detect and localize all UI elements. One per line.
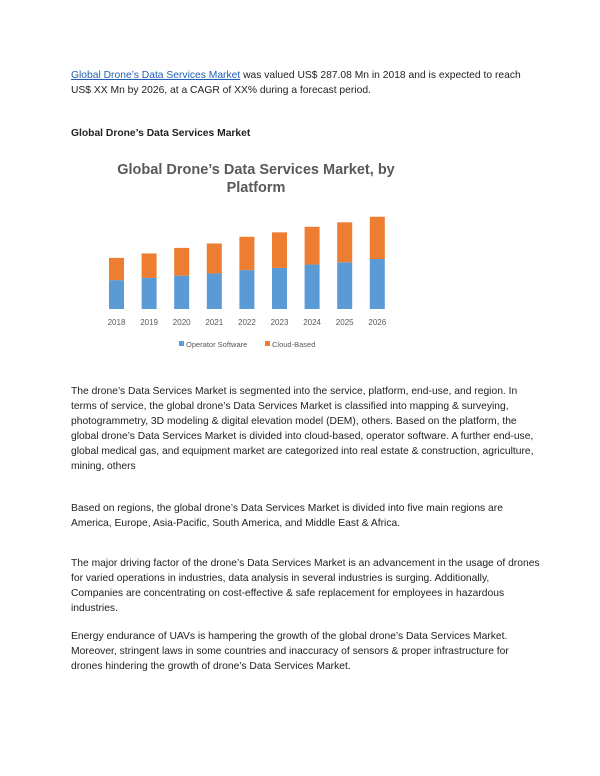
section-heading: Global Drone’s Data Services Market	[71, 128, 251, 139]
paragraph-restraints: Energy endurance of UAVs is hampering the growth of the global drone’s Data Services Market. Moreover, stringent laws in some countries and inaccuracy of sensors & proper infrastructure for drones hindering the growth of drone’s Data Services Market.	[71, 631, 509, 672]
bar-operator-software-2021	[207, 273, 222, 309]
bar-cloud-based-2020	[174, 248, 189, 276]
bar-cloud-based-2025	[337, 222, 352, 262]
chart-title-line-2: Platform	[226, 180, 286, 196]
bar-operator-software-2024	[305, 265, 320, 309]
x-tick-label-2025: 2025	[335, 318, 354, 327]
bar-operator-software-2018	[109, 280, 124, 309]
chart-x-ticks	[108, 318, 387, 327]
paragraph-segmentation: The drone’s Data Services Market is segmented into the service, platform, end-use, and region. In terms of service, the global drone’s Data Services Market is classified into mapping & surveying, photogrammetry, 3D modeling & digital elevation model (DEM), others. Based on the platform, the global drone’s Data Services Market is divided into cloud-based, operator software. A further end-use, global medical gas, and equipment market are categorized into real estate & construction, agriculture, mining, others	[71, 386, 534, 472]
x-tick-label-2023: 2023	[270, 318, 289, 327]
chart-legend	[179, 340, 315, 349]
bar-cloud-based-2023	[272, 232, 287, 268]
legend-swatch-operator-software	[179, 341, 184, 346]
bar-operator-software-2020	[174, 276, 189, 309]
x-tick-label-2022: 2022	[238, 318, 256, 327]
x-tick-label-2019: 2019	[140, 318, 158, 327]
x-tick-label-2026: 2026	[368, 318, 387, 327]
bar-operator-software-2022	[239, 270, 254, 309]
bar-operator-software-2025	[337, 262, 352, 309]
chart-title-line-1: Global Drone’s Data Services Market, by	[117, 162, 395, 178]
paragraph-regions: Based on regions, the global drone’s Data Services Market is divided into five main regions are America, Europe, Asia-Pacific, South America, and Middle East & Africa.	[71, 503, 503, 529]
intro-text: was valued US$ 287.08 Mn in 2018 and is expected to reach US$ XX Mn by 2026, at a CAGR of XX% during a forecast period.	[71, 70, 521, 96]
market-link[interactable]: Global Drone’s Data Services Market	[71, 70, 241, 81]
x-tick-label-2020: 2020	[172, 318, 191, 327]
bar-cloud-based-2022	[239, 237, 254, 270]
x-tick-label-2018: 2018	[107, 318, 126, 327]
bar-operator-software-2026	[370, 259, 385, 309]
bar-cloud-based-2019	[142, 253, 157, 277]
legend-label-operator-software: Operator Software	[186, 340, 248, 349]
bar-cloud-based-2021	[207, 243, 222, 273]
bar-operator-software-2019	[142, 278, 157, 309]
legend-swatch-cloud-based	[265, 341, 270, 346]
legend-label-cloud-based: Cloud-Based	[272, 340, 316, 349]
platform-bar-chart	[91, 150, 411, 360]
bar-cloud-based-2026	[370, 217, 385, 259]
chart-bars	[109, 217, 385, 309]
paragraph-drivers: The major driving factor of the drone’s Data Services Market is an advancement in the usage of drones for varied operations in industries, data analysis in several industries is surging. Additionally, Companies are concentrating on cost-effective & safe replacement for employees in hazardous industries.	[71, 558, 540, 614]
x-tick-label-2024: 2024	[303, 318, 321, 327]
bar-operator-software-2023	[272, 268, 287, 309]
bar-cloud-based-2024	[305, 227, 320, 265]
intro-paragraph	[71, 68, 541, 98]
x-tick-label-2021: 2021	[205, 318, 224, 327]
bar-cloud-based-2018	[109, 258, 124, 280]
